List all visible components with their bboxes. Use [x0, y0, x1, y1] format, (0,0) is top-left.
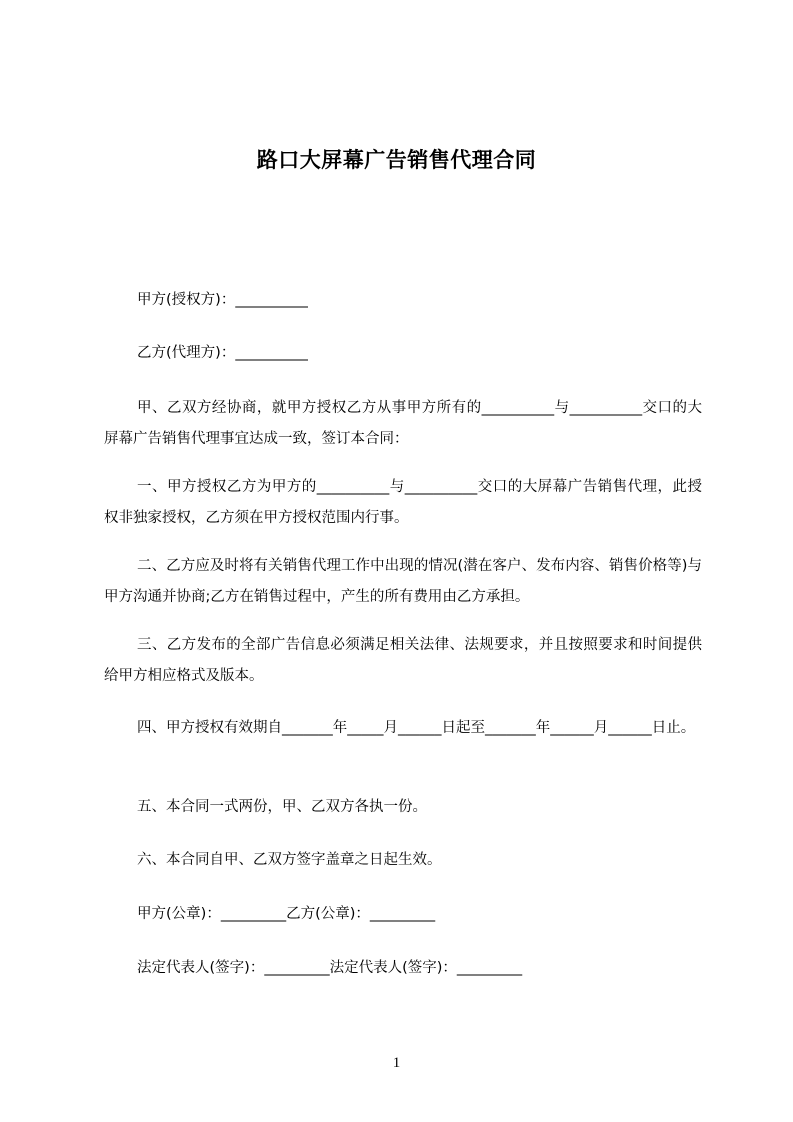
seal-line: 甲方(公章)：_________乙方(公章)：_________	[137, 906, 436, 922]
clause-4-paragraph: 四、甲方授权有效期自_______年_____月______日起至_______年______月______日止。	[137, 720, 696, 736]
preamble-paragraph: 甲、乙双方经协商，就甲方授权乙方从事甲方所有的__________与__________交口的大屏幕广告销售代理事宜达成一致，签订本合同：	[104, 400, 702, 447]
clause-3-paragraph: 三、乙方发布的全部广告信息必须满足相关法律、法规要求，并且按照要求和时间提供给甲方相应格式及版本。	[104, 637, 702, 684]
document-title: 路口大屏幕广告销售代理合同	[256, 148, 537, 172]
clause-6-paragraph: 六、本合同自甲、乙双方签字盖章之日起生效。	[137, 852, 442, 868]
page-number: 1	[392, 1055, 401, 1071]
signature-line: 法定代表人(签字)：_________法定代表人(签字)：_________	[137, 960, 523, 976]
clause-2-paragraph: 二、乙方应及时将有关销售代理工作中出现的情况(潜在客户、发布内容、销售价格等)与甲方沟通并协商;乙方在销售过程中，产生的所有费用由乙方承担。	[104, 558, 702, 605]
clause-5-paragraph: 五、本合同一式两份，甲、乙双方各执一份。	[137, 799, 427, 815]
clause-1-paragraph: 一、甲方授权乙方为甲方的__________与__________交口的大屏幕广告销售代理，此授权非独家授权，乙方须在甲方授权范围内行事。	[104, 479, 702, 526]
party-b-line: 乙方(代理方)：__________	[137, 345, 308, 361]
party-a-line: 甲方(授权方)：__________	[137, 292, 308, 308]
